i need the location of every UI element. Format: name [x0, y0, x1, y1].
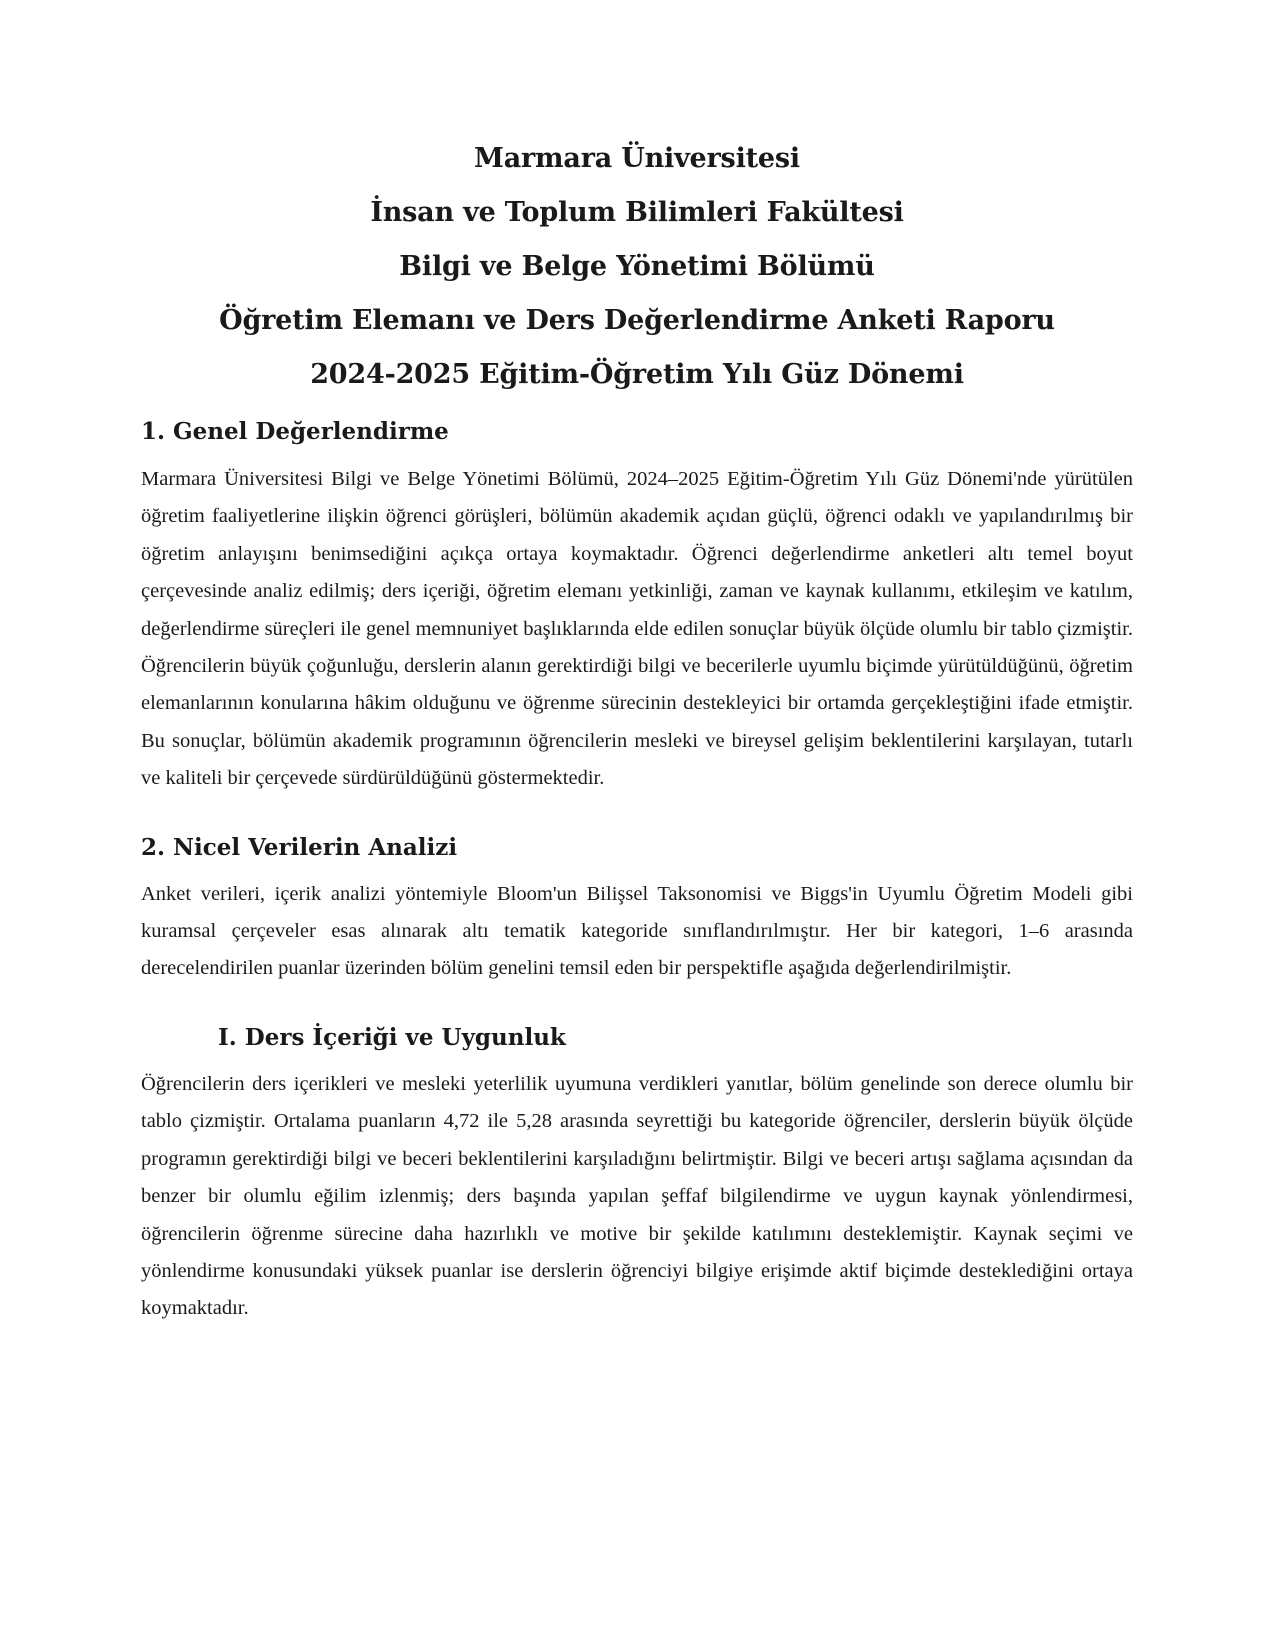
- section-heading-general-evaluation: 1. Genel Değerlendirme: [141, 418, 449, 445]
- document-page: [141, 132, 1133, 1328]
- university-name: Marmara Üniversitesi: [474, 143, 800, 174]
- report-period: 2024-2025 Eğitim-Öğretim Yılı Güz Dönemi: [310, 359, 964, 390]
- title-block: [141, 132, 1133, 402]
- faculty-name: İnsan ve Toplum Bilimleri Fakültesi: [370, 197, 904, 228]
- subsection-heading-course-content: I. Ders İçeriği ve Uygunluk: [218, 1023, 566, 1051]
- section-heading-quantitative-analysis: 2. Nicel Verilerin Analizi: [141, 833, 458, 861]
- section-paragraph-quantitative-analysis: Anket verileri, içerik analizi yöntemiyle Bloom'un Bilişsel Taksonomisi ve Biggs'in Uyumlu Öğretim Modeli gibi kuramsal çerçeveler esas alınarak altı tematik kategoride sınıflandırılmıştır. Her bir kategori, 1–6 arasında derecelendirilen puanlar üzerinden bölüm genelini temsil eden bir perspektifle aşağıda değerlendirilmiştir.: [141, 882, 1133, 980]
- subsection-paragraph-course-content: Öğrencilerin ders içerikleri ve mesleki yeterlilik uyumuna verdikleri yanıtlar, bölüm genelinde son derece olumlu bir tablo çizmiştir. Ortalama puanların 4,72 ile 5,28 arasında seyrettiği bu kategoride öğrenciler, derslerin büyük ölçüde programın gerektirdiği bilgi ve beceri beklentilerini karşıladığını belirtmiştir. Bilgi ve beceri artışı sağlama açısından da benzer bir olumlu eğilim izlenmiş; ders başında yapılan şeffaf bilgilendirme ve uygun kaynak yönlendirmesi, öğrencilerin öğrenme sürecine daha hazırlıklı ve motive bir şekilde katılımını desteklemiştir. Kaynak seçimi ve yönlendirme konusundaki yüksek puanlar ise derslerin öğrenciyi bilgiye erişimde aktif biçimde desteklediğini ortaya koymaktadır.: [141, 1072, 1133, 1320]
- section-paragraph-general-evaluation: Marmara Üniversitesi Bilgi ve Belge Yönetimi Bölümü, 2024–2025 Eğitim-Öğretim Yılı Güz Dönemi'nde yürütülen öğretim faaliyetlerine ilişkin öğrenci görüşleri, bölümün akademik açıdan güçlü, öğrenci odaklı ve yapılandırılmış bir öğretim anlayışını benimsediğini açıkça ortaya koymaktadır. Öğrenci değerlendirme anketleri altı temel boyut çerçevesinde analiz edilmiş; ders içeriği, öğretim elemanı yetkinliği, zaman ve kaynak kullanımı, etkileşim ve katılım, değerlendirme süreçleri ile genel memnuniyet başlıklarında elde edilen sonuçlar büyük ölçüde olumlu bir tablo çizmiştir. Öğrencilerin büyük çoğunluğu, derslerin alanın gerektirdiği bilgi ve becerilerle uyumlu biçimde yürütüldüğünü, öğretim elemanlarının konularına hâkim olduğunu ve öğrenme sürecinin destekleyici bir ortamda gerçekleştiğini ifade etmiştir. Bu sonuçlar, bölümün akademik programının öğrencilerin mesleki ve bireysel gelişim beklentilerini karşılayan, tutarlı ve kaliteli bir çerçevede sürdürüldüğünü göstermektedir.: [141, 468, 1133, 790]
- report-title: Öğretim Elemanı ve Ders Değerlendirme Anketi Raporu: [219, 305, 1055, 336]
- department-name: Bilgi ve Belge Yönetimi Bölümü: [399, 251, 875, 282]
